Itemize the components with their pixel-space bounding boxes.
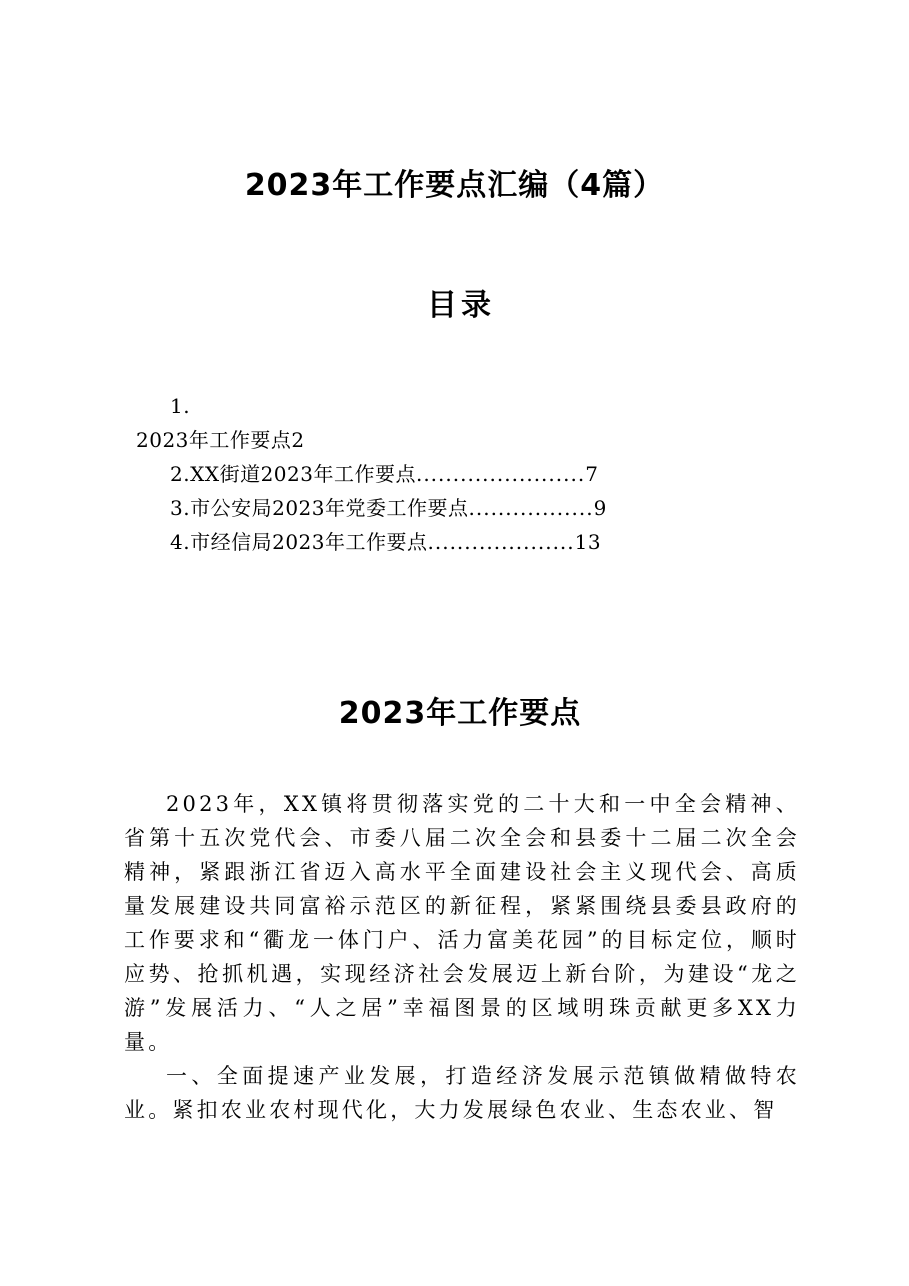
- toc-entry-label: XX街道2023年工作要点: [190, 462, 416, 486]
- toc-entry-number: 4.: [170, 530, 191, 554]
- toc-entry-label: 市经信局2023年工作要点: [190, 530, 428, 554]
- section-title: 2023年工作要点: [338, 696, 582, 731]
- toc-entry-page: 9: [593, 496, 607, 520]
- document-title: 2023年工作要点汇编（4篇）: [244, 168, 665, 203]
- toc-leader-dots: ....................: [427, 530, 575, 554]
- toc-entry-number: 3.: [170, 496, 191, 520]
- toc-entry-number: 2.: [170, 462, 191, 486]
- toc-entry-page: 13: [574, 530, 602, 554]
- section-body: [124, 787, 800, 1127]
- toc-heading: 目录: [427, 288, 495, 323]
- toc-entry-3[interactable]: [170, 490, 607, 526]
- toc-entry-1-label[interactable]: 2023年工作要点2: [136, 428, 305, 452]
- body-paragraph-2: 一、全面提速产业发展，打造经济发展示范镇做精做特农业。紧扣农业农村现代化，大力发展绿色农业、生态农业、智: [124, 1064, 800, 1122]
- toc-leader-dots: .......................: [415, 462, 586, 486]
- toc-entry-4[interactable]: [170, 524, 601, 560]
- toc-entry-2[interactable]: [170, 456, 598, 492]
- toc-entry-page: 7: [585, 462, 599, 486]
- body-paragraph-1: 2023年，XX镇将贯彻落实党的二十大和一中全会精神、省第十五次党代会、市委八届二次全会和县委十二届二次全会精神，紧跟浙江省迈入高水平全面建设社会主义现代会、高质量发展建设共同富裕示范区的新征程，紧紧围绕县委县政府的工作要求和“衢龙一体门户、活力富美花园”的目标定位，顺时应势、抢抓机遇，实现经济社会发展迈上新台阶，为建设“龙之游”发展活力、“人之居”幸福图景的区域明珠贡献更多XX力量。: [124, 792, 800, 1054]
- toc-leader-dots: .................: [468, 496, 594, 520]
- toc-entry-1-number[interactable]: 1.: [170, 394, 191, 418]
- toc-entry-label: 市公安局2023年党委工作要点: [190, 496, 469, 520]
